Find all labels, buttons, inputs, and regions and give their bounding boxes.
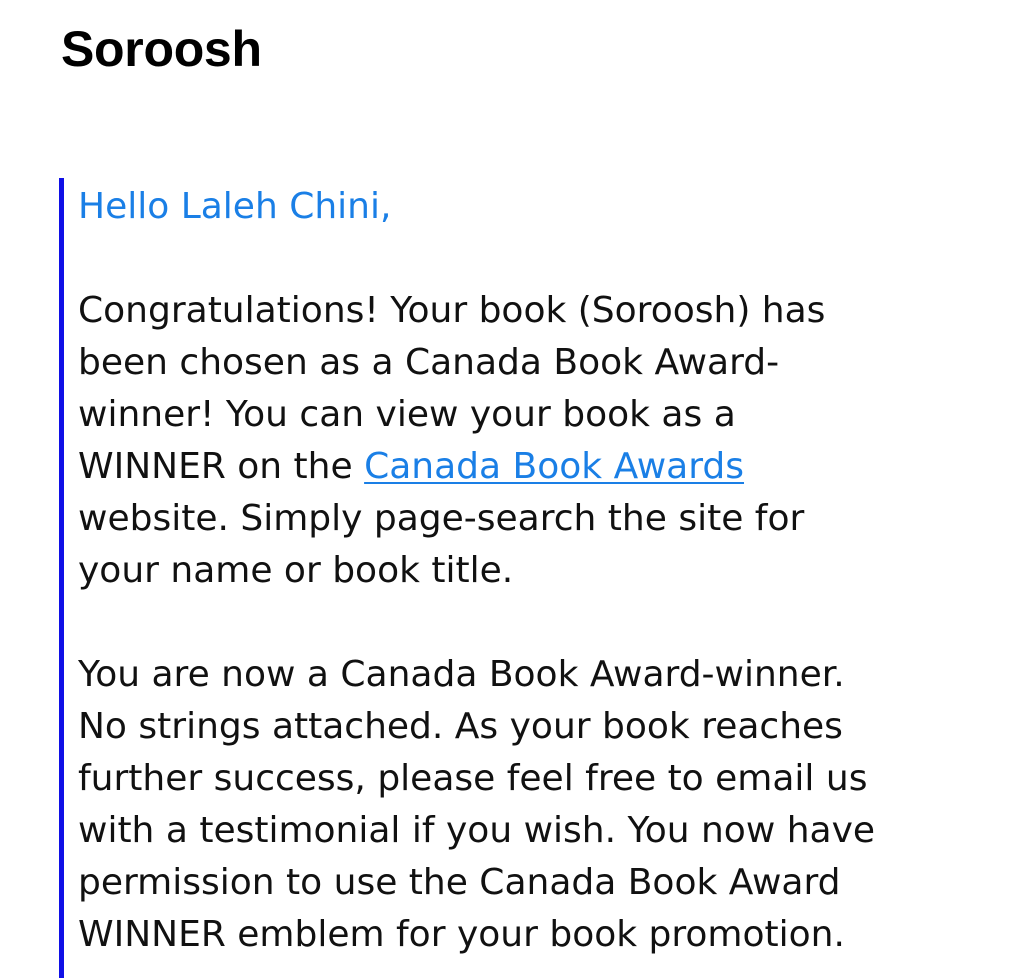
- paragraph-1-line-1: Congratulations! Your book (Soroosh) has: [78, 290, 826, 331]
- paragraph-1-line-5: website. Simply page-search the site for: [78, 498, 805, 539]
- paragraph-1-line-6: your name or book title.: [78, 550, 514, 591]
- canada-book-awards-link[interactable]: Canada Book Awards: [364, 446, 745, 487]
- blank-line: [78, 233, 978, 285]
- paragraph-2-line-4: with a testimonial if you wish. You now have: [78, 810, 876, 851]
- paragraph-2-line-3: further success, please feel free to email us: [78, 758, 868, 799]
- blank-line: [78, 597, 978, 649]
- paragraph-2-line-2: No strings attached. As your book reaches: [78, 706, 843, 747]
- quote-bar: [59, 178, 64, 978]
- email-body: [78, 181, 978, 961]
- paragraph-2-line-1: You are now a Canada Book Award-winner.: [78, 654, 845, 695]
- paragraph-1-line-3: winner! You can view your book as a: [78, 394, 736, 435]
- paragraph-2-line-5: permission to use the Canada Book Award: [78, 862, 841, 903]
- paragraph-2-line-6: WINNER emblem for your book promotion.: [78, 914, 845, 955]
- email-subject-title: Soroosh: [61, 21, 262, 77]
- greeting-text: Hello Laleh Chini,: [78, 186, 392, 227]
- paragraph-1-line-4-text: WINNER on the: [78, 446, 365, 487]
- paragraph-1-line-2: been chosen as a Canada Book Award-: [78, 342, 780, 383]
- paragraph-1-line-4: [78, 441, 978, 493]
